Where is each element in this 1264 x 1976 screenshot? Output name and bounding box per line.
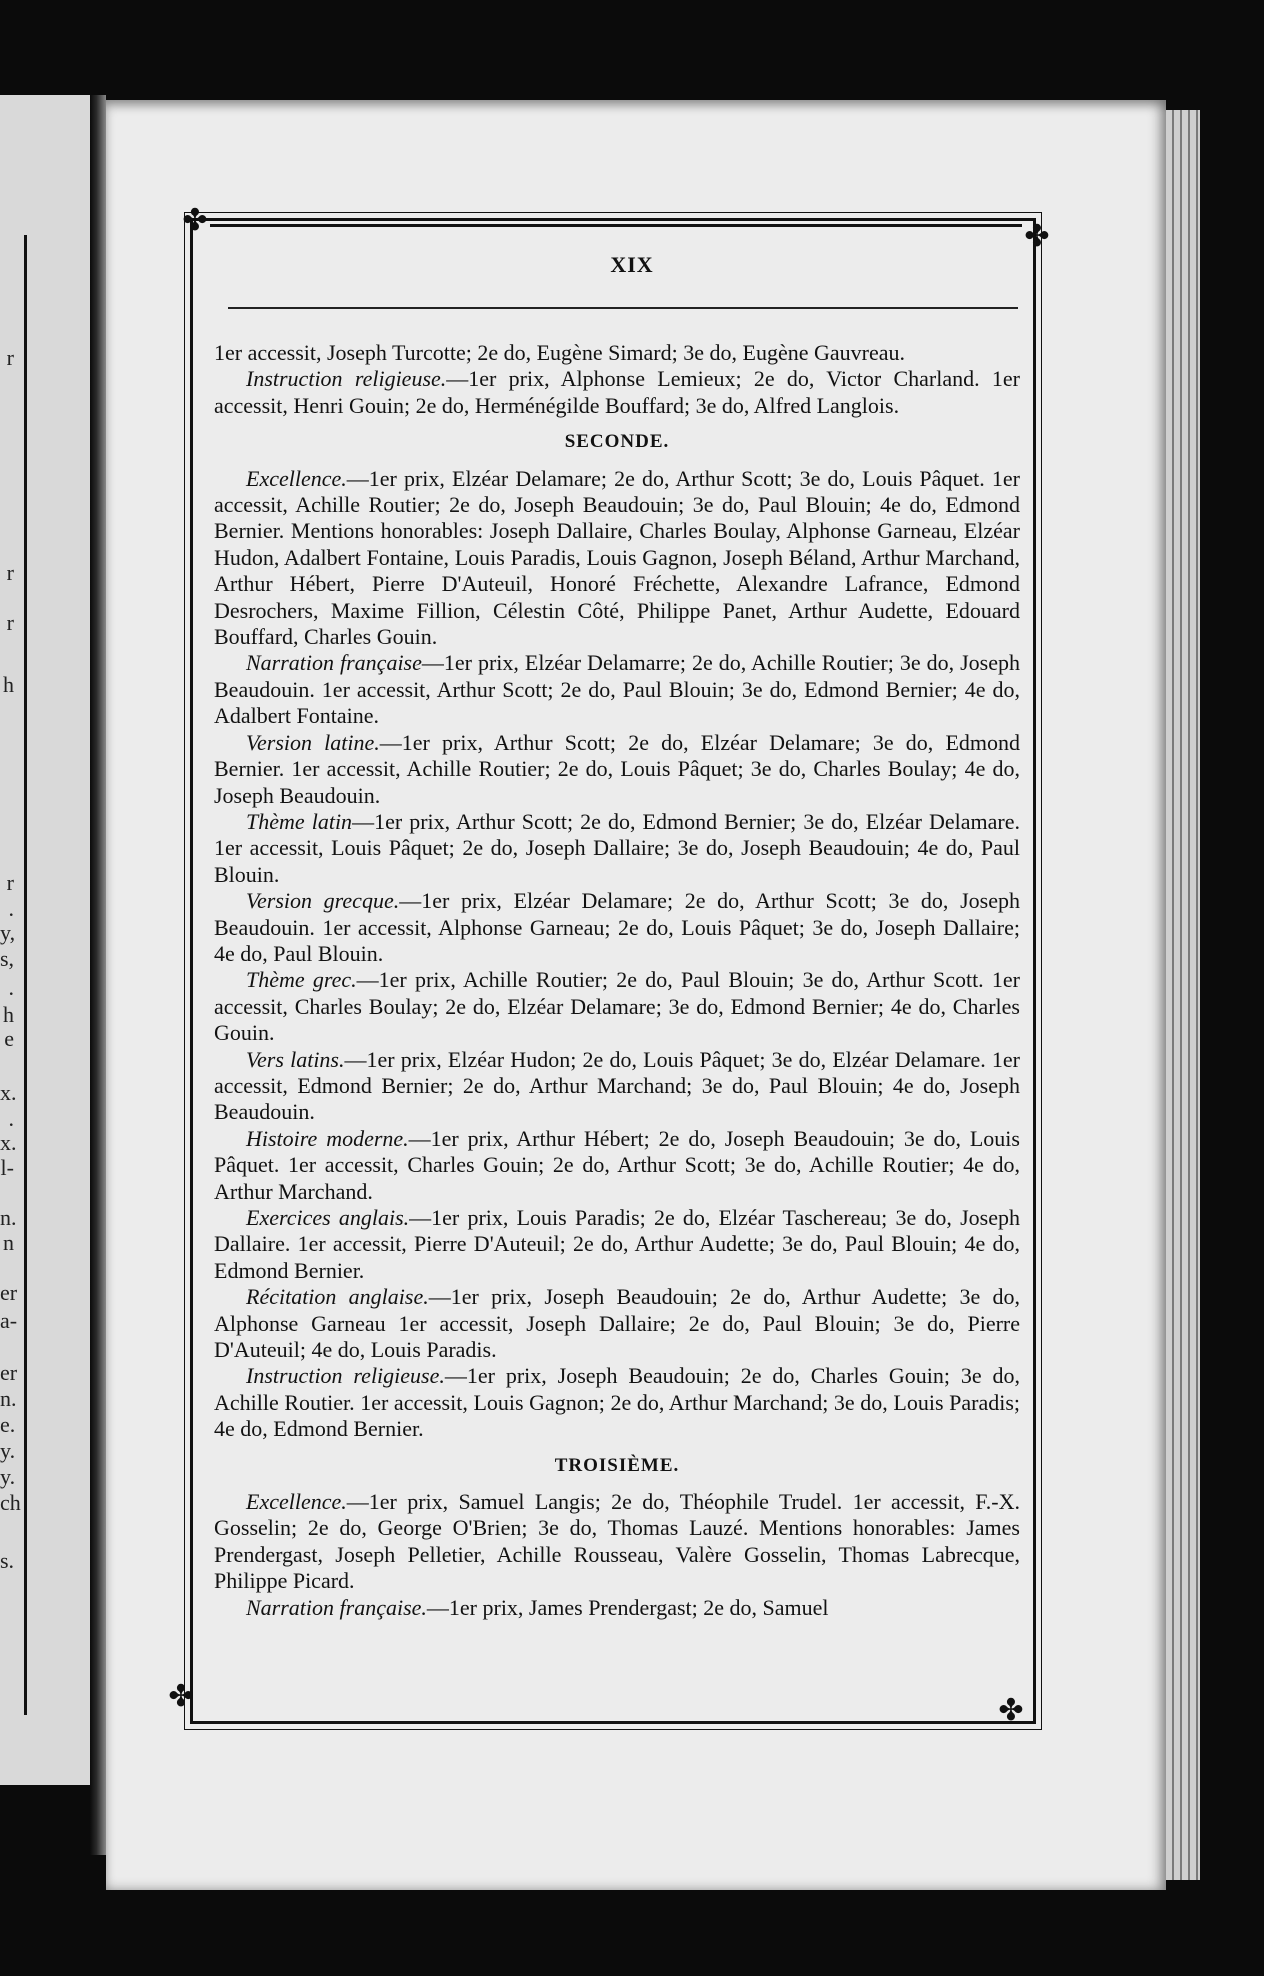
prize-winners: —1er prix, Elzéar Delamare; 2e do, Arthur Scott; 3e do, Joseph Beaudouin. 1er accessit, Alphonse Garneau; 2e do, Louis Pâquet; 3e do, Joseph Dallaire; 4e do, Paul Blouin. — [214, 888, 1020, 966]
prize-paragraph — [214, 1595, 1020, 1621]
prize-paragraph — [214, 1489, 1020, 1595]
subject-name: Histoire moderne. — [246, 1125, 409, 1151]
left-page-fragment: s. — [0, 1548, 15, 1573]
prize-paragraph — [214, 1126, 1020, 1205]
prize-list-text — [214, 340, 1020, 1621]
prize-winners: —1er prix, Joseph Beaudouin; 2e do, Arthur Audette; 3e do, Alphonse Garneau 1er accessit, Joseph Dallaire; 2e do, Paul Blouin; 3e do, Pierre D'Auteuil; 4e do, Louis Paradis. — [214, 1284, 1021, 1363]
prize-winners: —1er prix, Elzéar Delamare; 2e do, Arthur Scott; 3e do, Louis Pâquet. 1er accessit, Achille Routier; 2e do, Joseph Beaudouin; 3e do, Paul Blouin; 4e do, Edmond Bernier. Mentions honorables: Joseph Dallaire, Charles Boulay, Alphonse Garneau, Elzéar Hudon, Adalbert Fontaine, Louis Paradis, Louis Gagnon, Joseph Béland, Arthur Marchand, Arthur Hébert, Pierre D'Auteuil, Honoré Fréchette, Alexandre Lafrance, Edmond Desrochers, Maxime Fillion, Célestin Côté, Philippe Panet, Arthur Audette, Edouard Bouffard, Charles Gouin. — [214, 465, 1020, 650]
subject-name: Récitation anglaise. — [246, 1284, 429, 1310]
prize-winners: —1er prix, James Prendergast; 2e do, Samuel — [426, 1594, 829, 1620]
left-page-edge — [0, 95, 92, 1785]
left-page-fragment: . — [8, 1106, 14, 1131]
left-page-fragment: s, — [0, 946, 15, 971]
corner-ornament-top-right: ✤ — [1024, 220, 1050, 253]
subject-name: Exercices anglais. — [246, 1205, 410, 1230]
subject-name: Thème latin — [246, 808, 353, 834]
prize-paragraph — [214, 1047, 1020, 1126]
page-number: XIX — [610, 252, 654, 277]
prize-winners: —1er prix, Elzéar Hudon; 2e do, Louis Pâquet; 3e do, Elzéar Delamare. 1er accessit, Edmond Bernier; 2e do, Arthur Marchand; 3e do, Paul Blouin; 4e do, Joseph Beaudouin. — [214, 1046, 1020, 1125]
left-page-fragment: e — [4, 1026, 14, 1051]
left-page-fragment: x. — [0, 1130, 17, 1155]
left-page-fragment: ch — [0, 1490, 21, 1515]
subject-name: Instruction religieuse. — [246, 366, 447, 392]
prize-winners: —1er prix, Samuel Langis; 2e do, Théophile Trudel. 1er accessit, F.-X. Gosselin; 2e do, George O'Brien; 3e do, Thomas Lauzé. Mentions honorables: James Prendergast, Joseph Pelletier, Achille Rousseau, Valère Gosselin, Thomas Labrecque, Philippe Picard. — [214, 1489, 1020, 1594]
subject-name: Narration française — [246, 650, 422, 676]
left-page-fragment: a- — [0, 1308, 18, 1333]
prize-paragraph — [214, 1363, 1020, 1442]
prize-winners: —1er prix, Louis Paradis; 2e do, Elzéar Taschereau; 3e do, Joseph Dallaire. 1er accessit, Pierre D'Auteuil; 2e do, Arthur Audette; 3e do, Paul Blouin; 4e do, Edmond Bernier. — [214, 1205, 1021, 1283]
left-page-border — [24, 235, 27, 1715]
subject-name: Narration française. — [246, 1594, 427, 1620]
left-page-fragment: y. — [0, 1438, 16, 1463]
prize-paragraph — [214, 340, 1020, 366]
subject-name: Vers latins. — [246, 1046, 345, 1072]
prize-paragraph — [214, 650, 1020, 729]
corner-ornament-top-left: ✤ — [182, 204, 208, 237]
header-rule — [228, 307, 1018, 309]
subject-name: Thème grec. — [246, 967, 357, 993]
left-page-fragment: y, — [0, 920, 16, 945]
prize-winners: —1er prix, Arthur Scott; 2e do, Elzéar Delamare; 3e do, Edmond Bernier. 1er accessit, Achille Routier; 2e do, Louis Pâquet; 3e do, Charles Boulay; 4e do, Joseph Beaudouin. — [214, 729, 1020, 808]
top-border-rule — [210, 224, 1022, 227]
subject-name: Excellence. — [246, 465, 347, 491]
book-spine — [90, 95, 106, 1855]
page-edges — [1166, 110, 1200, 1880]
prize-winners: 1er accessit, Joseph Turcotte; 2e do, Eugène Simard; 3e do, Eugène Gauvreau. — [214, 340, 905, 365]
prize-paragraph — [214, 730, 1020, 809]
corner-ornament-bottom-right: ✤ — [998, 1694, 1024, 1727]
prize-paragraph — [214, 888, 1020, 967]
prize-paragraph — [214, 809, 1020, 888]
corner-ornament-bottom-left: ✤ — [168, 1680, 194, 1713]
left-page-fragment: y. — [0, 1464, 16, 1489]
prize-winners: —1er prix, Achille Routier; 2e do, Paul Blouin; 3e do, Arthur Scott. 1er accessit, Charles Boulay; 2e do, Elzéar Delamare; 3e do, Edmond Bernier; 4e do, Charles Gouin. — [214, 967, 1021, 1046]
subject-name: Version latine. — [246, 729, 380, 755]
subject-name: Version grecque. — [246, 888, 400, 914]
prize-paragraph — [214, 366, 1020, 419]
left-page-fragment: r — [6, 560, 14, 585]
left-page-fragment: x. — [0, 1080, 17, 1105]
left-page-fragment: . — [8, 975, 14, 1000]
left-page-fragment: r — [6, 345, 14, 370]
left-page-fragment: l- — [0, 1155, 14, 1180]
subject-name: Excellence. — [246, 1489, 347, 1515]
left-page-fragment: h — [3, 672, 14, 697]
left-page-fragment: n. — [0, 1205, 17, 1230]
left-page-fragment: er — [0, 1360, 18, 1385]
subject-name: Instruction religieuse. — [246, 1363, 445, 1389]
prize-paragraph — [214, 466, 1020, 651]
left-page-fragment: . — [8, 896, 14, 921]
left-page-fragment: er — [0, 1280, 18, 1305]
prize-paragraph — [214, 1284, 1020, 1363]
prize-winners: —1er prix, Arthur Hébert; 2e do, Joseph Beaudouin; 3e do, Louis Pâquet. 1er accessit, Charles Gouin; 2e do, Arthur Scott; 3e do, Achille Routier; 4e do, Arthur Marchand. — [214, 1125, 1020, 1204]
left-page-fragment: n. — [0, 1386, 17, 1411]
prize-winners: —1er prix, Arthur Scott; 2e do, Edmond Bernier; 3e do, Elzéar Delamare. 1er accessit, Louis Pâquet; 2e do, Joseph Dallaire; 3e do, Joseph Beaudouin; 4e do, Paul Blouin. — [214, 808, 1020, 887]
prize-paragraph — [214, 1205, 1020, 1284]
section-title: TROISIÈME. — [554, 1454, 680, 1476]
prize-winners: —1er prix, Joseph Beaudouin; 2e do, Charles Gouin; 3e do, Achille Routier. 1er accessit, Louis Gagnon; 2e do, Arthur Marchand; 3e do, Louis Paradis; 4e do, Edmond Bernier. — [214, 1363, 1020, 1442]
left-page-fragment: r — [6, 610, 14, 635]
section-title: SECONDE. — [564, 431, 670, 453]
left-page-fragment: n — [3, 1230, 14, 1255]
prize-winners: —1er prix, Elzéar Delamarre; 2e do, Achille Routier; 3e do, Joseph Beaudouin. 1er accessit, Arthur Scott; 2e do, Paul Blouin; 3e do, Edmond Bernier; 4e do, Adalbert Fontaine. — [214, 650, 1020, 729]
left-page-fragment: e. — [0, 1412, 16, 1437]
left-page-fragment: h — [3, 1002, 14, 1027]
prize-paragraph — [214, 967, 1020, 1046]
prize-winners: —1er prix, Alphonse Lemieux; 2e do, Victor Charland. 1er accessit, Henri Gouin; 2e do, Herménégilde Bouffard; 3e do, Alfred Langlois. — [214, 366, 1020, 418]
left-page-fragment: r — [6, 870, 14, 895]
